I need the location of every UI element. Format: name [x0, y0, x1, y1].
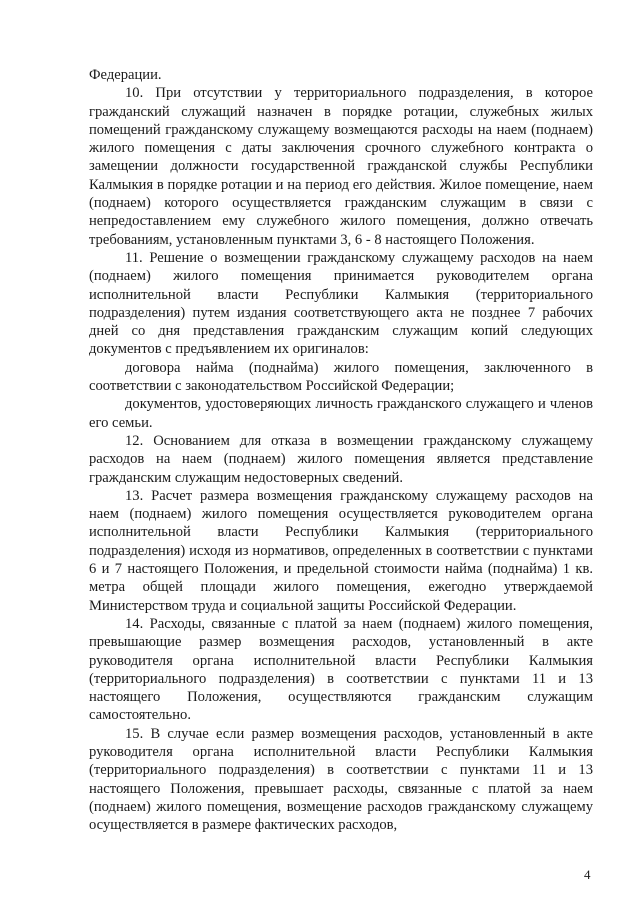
paragraph-11: 11. Решение о возмещении гражданскому служащему расходов на наем (поднаем) жилого помещения принимается руководителем органа исполнительной власти Республики Калмыкия (территориального подразделения) путем издания соответствующего акта не позднее 7 рабочих дней со дня представления гражданским служащим копий следующих документов с предъявлением их оригиналов:: [89, 249, 593, 358]
paragraph-15: 15. В случае если размер возмещения расходов, установленный в акте руководителя органа исполнительной власти Республики Калмыкия (территориального подразделения) в соответствии с пунктами 11 и 13 настоящего Положения, превышает расходы, связанные с платой за наем (поднаем) жилого помещения, возмещение расходов гражданскому служащему осуществляется в размере фактических расходов,: [89, 725, 593, 834]
document-body: [89, 66, 593, 834]
paragraph-11-item-contract: договора найма (поднайма) жилого помещения, заключенного в соответствии с законодательством Российской Федерации;: [89, 359, 593, 395]
paragraph-13: 13. Расчет размера возмещения гражданскому служащему расходов на наем (поднаем) жилого помещения осуществляется руководителем органа исполнительной власти Республики Калмыкия (территориального подразделения) исходя из нормативов, определенных в соответствии с пунктами 6 и 7 настоящего Положения, и предельной стоимости найма (поднайма) 1 кв. метра общей площади жилого помещения, ежегодно утверждаемой Министерством труда и социальной защиты Российской Федерации.: [89, 487, 593, 614]
paragraph-11-item-identity: документов, удостоверяющих личность гражданского служащего и членов его семьи.: [89, 396, 593, 431]
paragraph-continuation: Федерации.: [89, 67, 162, 83]
paragraph-12: 12. Основанием для отказа в возмещении гражданскому служащему расходов на наем (поднаем) жилого помещения является представление гражданским служащим недостоверных сведений.: [89, 432, 593, 486]
page-number: 4: [584, 867, 591, 882]
paragraph-10: 10. При отсутствии у территориального подразделения, в которое гражданский служащий назначен в порядке ротации, служебных жилых помещений гражданскому служащему возмещаются расходы на наем (поднаем) жилого помещения с даты заключения срочного служебного контракта о замещении должности государственной гражданской службы Республики Калмыкия в порядке ротации и на период его действия. Жилое помещение, наем (поднаем) которого осуществляется гражданским служащим в связи с непредоставлением ему служебного жилого помещения, должно отвечать требованиям, установленным пунктами 3, 6 - 8 настоящего Положения.: [89, 85, 593, 248]
paragraph-14: 14. Расходы, связанные с платой за наем (поднаем) жилого помещения, превышающие размер возмещения расходов, установленный в акте руководителя органа исполнительной власти Республики Калмыкия (территориального подразделения) в соответствии с пунктами 11 и 13 настоящего Положения, осуществляются гражданским служащим самостоятельно.: [89, 615, 593, 724]
